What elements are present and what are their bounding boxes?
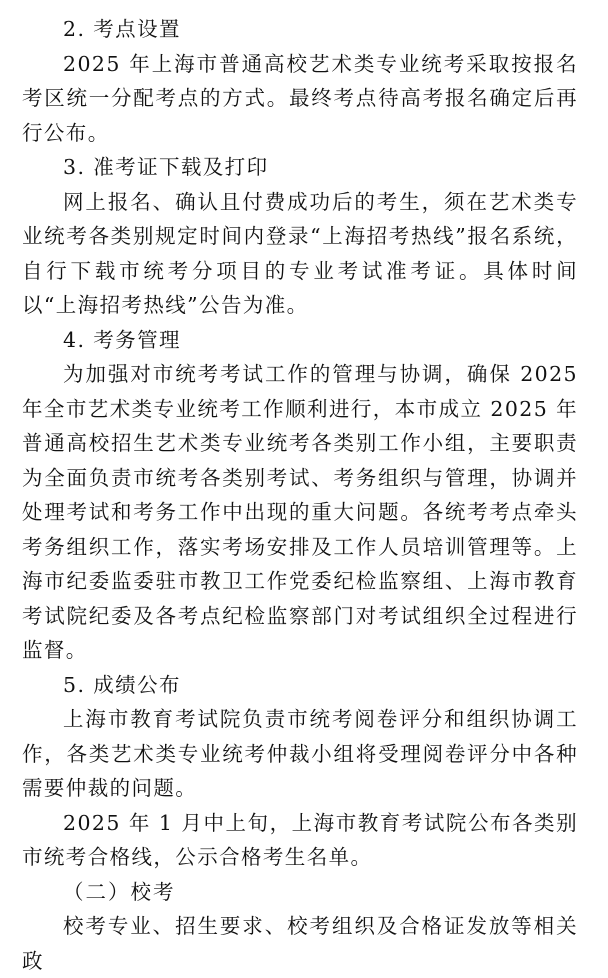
subsection-heading-school-exam: （二）校考 [63, 879, 176, 904]
document-page [22, 12, 578, 978]
paragraph-exam-management: 为加强对市统考考试工作的管理与协调，确保 2025 年全市艺术类专业统考工作顺利进行，本市成立 2025 年普通高校招生艺术类专业统考各类别工作小组，主要职责为全面负责市统考各类别考试、考务组织与管理，协调并处理考试和考务工作中出现的重大问题。各统考考点牵头考务组织工作，落实考场安排及工作人员培训管理等。上海市纪委监委驻市教卫工作党委纪检监察组、上海市教育考试院纪委及各考点纪检监察部门对考试组织全过程进行监督。 [22, 362, 578, 662]
paragraph-admission-ticket: 网上报名、确认且付费成功后的考生，须在艺术类专业统考各类别规定时间内登录“上海招考热线”报名系统，自行下载市统考分项目的专业考试准考证。具体时间以“上海招考热线”公告为准。 [22, 189, 578, 317]
paragraph-score-release-grading: 上海市教育考试院负责市统考阅卷评分和组织协调工作，各类艺术类专业统考仲裁小组将受理阅卷评分中各种需要仲裁的问题。 [22, 707, 578, 800]
section-heading-score-release: 5. 成绩公布 [63, 672, 181, 697]
paragraph-exam-venue: 2025 年上海市普通高校艺术类专业统考采取按报名考区统一分配考点的方式。最终考点待高考报名确定后再行公布。 [22, 51, 578, 145]
section-heading-admission-ticket: 3. 准考证下载及打印 [63, 155, 269, 179]
paragraph-score-release-date: 2025 年 1 月中上旬，上海市教育考试院公布各类别市统考合格线，公示合格考生名单。 [22, 810, 578, 869]
section-heading-exam-management: 4. 考务管理 [63, 327, 181, 352]
section-heading-exam-venue: 2. 考点设置 [63, 17, 181, 41]
paragraph-school-exam: 校考专业、招生要求、校考组织及合格证发放等相关政 [22, 914, 578, 973]
